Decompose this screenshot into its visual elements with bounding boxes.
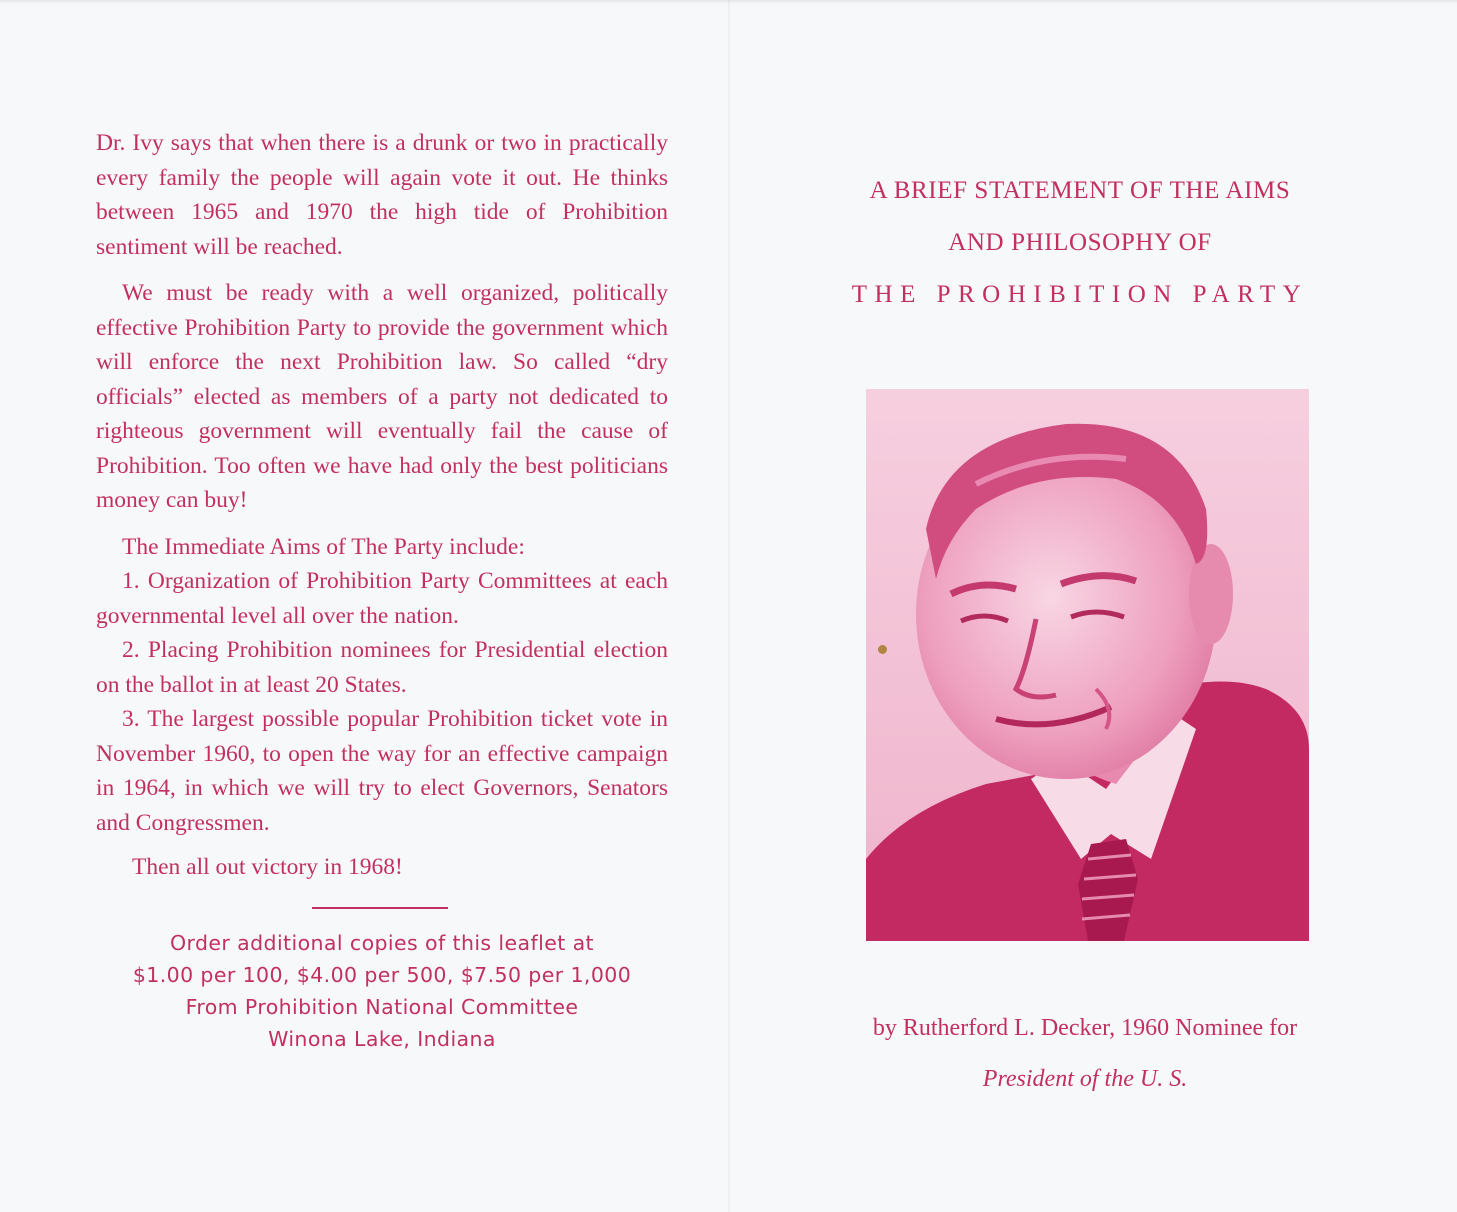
title-line-2: AND PHILOSOPHY OF	[948, 229, 1212, 256]
aims-intro: The Immediate Aims of The Party include:	[122, 533, 525, 560]
aims-list	[96, 530, 668, 841]
title-line-3: THE PROHIBITION PARTY	[851, 281, 1309, 308]
paragraph-be-ready: We must be ready with a well organized, politically effective Prohibition Party to provide the government which will enforce the next Prohibition law. So called “dry officials” elected as members of a party not dedicated to righteous government will eventually fail the cause of Prohibition. Too often we have had only the best politicians money can buy!	[96, 280, 668, 513]
cover-title	[800, 165, 1360, 321]
closing-line: Then all out victory in 1968!	[132, 854, 403, 880]
candidate-byline	[800, 1003, 1370, 1105]
aim-item-3: 3. The largest possible popular Prohibition ticket vote in November 1960, to open the way for an effective campaign in 1964, in which we will try to elect Governors, Senators and Congressmen.	[96, 706, 668, 836]
portrait-illustration	[866, 389, 1309, 941]
candidate-portrait	[866, 389, 1309, 941]
order-info	[96, 927, 668, 1055]
center-fold	[728, 0, 730, 1212]
title-line-1: A BRIEF STATEMENT OF THE AIMS	[869, 177, 1291, 204]
order-line-1: Order additional copies of this leaflet at	[170, 930, 594, 955]
paragraph-dr-ivy: Dr. Ivy says that when there is a drunk or two in practically every family the people will again vote it out. He thinks between 1965 and 1970 the high tide of Prohibition sentiment will be reached.	[96, 130, 668, 260]
order-line-committee: From Prohibition National Committee	[185, 994, 579, 1019]
left-panel	[96, 126, 668, 1055]
paper-spot	[878, 645, 887, 654]
byline-text: by Rutherford L. Decker, 1960 Nominee for	[872, 1015, 1298, 1041]
order-line-address: Winona Lake, Indiana	[268, 1026, 496, 1051]
aim-item-2: 2. Placing Prohibition nominees for Presidential election on the ballot in at least 20 States.	[96, 637, 668, 698]
aim-item-1: 1. Organization of Prohibition Party Committees at each governmental level all over the nation.	[96, 568, 668, 629]
office-text: President of the U. S.	[982, 1066, 1188, 1092]
divider-rule	[312, 907, 448, 909]
order-line-prices: $1.00 per 100, $4.00 per 500, $7.50 per 1,000	[132, 962, 632, 987]
